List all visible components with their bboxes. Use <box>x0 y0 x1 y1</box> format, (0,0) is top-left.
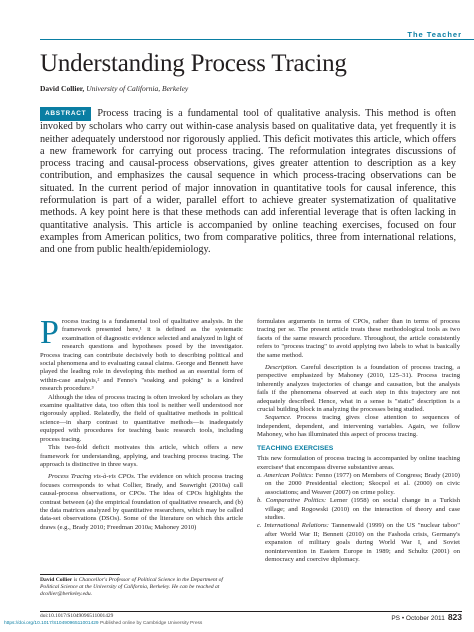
paragraph-lead: Description. <box>265 364 298 372</box>
section-tag: The Teacher <box>407 30 462 39</box>
abstract <box>40 107 456 257</box>
body-paragraph: Although the idea of process tracing is often invoked by scholars as they examine qualitative data, too often this tool is neither well understood nor rigorously applied. Relatedly, the field of qualitative methods in political science—in sharp contrast to quantitative methods—is inadequately equipped with procedures for teaching basic research tools, including process tracing. <box>40 393 243 443</box>
author-affiliation: University of California, Berkeley <box>86 84 189 93</box>
list-item-label: a. American Politics: <box>257 471 314 479</box>
body-paragraph: Process Tracing vis-à-vis CPOs. The evidence on which process tracing focuses corresponds to what Collier, Brady, and Seawright (2010a) call causal-process observations, or CPOs. The idea of CPOs highlights the contrast between (a) the empirical foundation of qualitative research, and (b) the data matrices analyzed by quantitative researchers, which may be called data-set observations (DSOs). Some of the literature on which this article draws (e.g., Brady 2010; Freedman 2010a; Mahoney 2010) <box>40 473 243 531</box>
published-text: Published online by Cambridge University Press <box>98 621 203 626</box>
list-item: a. American Politics: Fenno (1977) on Members of Congress; Brady (2010) on the 2000 Presidential election; Skocpol et al. (2000) on civic associations; and Weaver (2007) on crime policy. <box>257 471 460 496</box>
body-paragraph: Sequence. Process tracing gives close attention to sequences of independent, dependent, and intervening variables. Again, we follow Mahoney, who has illuminated this aspect of process tracing. <box>257 414 460 439</box>
doi: doi:10.1017/S1049096511001429 <box>40 613 114 619</box>
author-name: David Collier, <box>40 84 85 93</box>
intro-paragraph <box>40 314 243 394</box>
body-paragraph: This two-fold deficit motivates this article, which offers a new framework for understanding, applying, and teaching process tracing. The approach is distinctive in three ways. <box>40 444 243 468</box>
body-paragraph: formulates arguments in terms of CPOs, rather than in terms of process tracing per se. The present article treats these methodological tools as two facets of the same research procedure. Throughout, the article consistently refers to "process tracing" to avoid applying two labels to what is basically the same method. <box>257 318 460 359</box>
right-column <box>257 318 460 564</box>
list-item: c. International Relations: Tannenwald (1999) on the US "nuclear taboo" after World War II; Bennett (2010) on the Fashoda crisis, Germany's expansion of military goals during World War I, and Soviet nonintervention in Eastern Europe in 1989; and Schultz (2001) on democracy and coercive diplomacy. <box>257 522 460 563</box>
journal-header <box>0 0 474 40</box>
journal-issue: PS • October 2011 <box>391 615 445 622</box>
doi-link[interactable]: https://doi.org/10.1017/S1049096511001429 <box>4 621 99 626</box>
intro-text: rocess tracing is a fundamental tool of qualitative analysis. In the framework presented here,¹ it is defined as the systematic examination of diagnostic evidence selected and analyzed in light of research questions and hypotheses posed by the investigator. Process tracing can contribute decisively both to describing political and social phenomena and to evaluating causal claims. George and Bennett have played the leading role in developing this method as an essential form of within-case analysis,² and Fenno's "soaking and poking" is a kindred research procedure.³ <box>40 318 243 393</box>
left-column <box>40 314 243 532</box>
footnote-text: is Chancellor's Professor of Political Science in the Department of Political Science at the University of California, Berkeley. He can be reached at dcollier@berkeley.edu. <box>40 577 223 597</box>
footnote-rule <box>40 574 120 575</box>
paragraph-lead: Process Tracing vis-à-vis CPOs. <box>48 473 136 481</box>
header-rule <box>40 39 474 40</box>
body-paragraph: This new formulation of process tracing is accompanied by online teaching exercises⁴ that encompass diverse substantive areas. <box>257 455 460 471</box>
author-footnote <box>40 577 243 598</box>
paragraph-lead: Sequence. <box>265 414 292 422</box>
page-number: 823 <box>447 612 462 622</box>
abstract-text: Process tracing is a fundamental tool of qualitative analysis. This method is often invoked by scholars who carry out within-case analysis based on qualitative data, yet frequently it is neither adequately understood nor rigorously applied. This deficit motivates this article, which offers a new framework for carrying out process tracing. The reformulation integrates discussions of process tracing and causal-process observations, gives greater attention to description as a key contribution, and emphasizes the causal sequence in which process-tracing observations can be situated. In the current period of major innovation in quantitative tools for causal inference, this reformulation is part of a wider, parallel effort to achieve greater systematization of qualitative methods. A key point here is that these methods can add inferential leverage that is often lacking in quantitative analysis. This article is accompanied by online teaching exercises, focused on four examples from American politics, two from comparative politics, three from international relations, and one from public health/epidemiology. <box>40 108 456 256</box>
list-item: b. Comparative Politics: Lerner (1958) on social change in a Turkish village; and Rogowski (2010) on the interaction of theory and case studies. <box>257 497 460 521</box>
body-paragraph: Description. Careful description is a foundation of process tracing, a perspective emphasized by Mahoney (2010, 125–31). Process tracing inherently analyzes trajectories of change and causation, but the analysis fails if the phenomena observed at each step in this trajectory are not adequately described. Hence, what in a sense is "static" description is a crucial building block in analyzing the processes being studied. <box>257 364 460 414</box>
article-title: Understanding Process Tracing <box>40 50 347 77</box>
list-item-label: c. International Relations: <box>257 522 329 530</box>
list-item-label: b. Comparative Politics: <box>257 497 327 505</box>
abstract-badge: ABSTRACT <box>40 107 91 121</box>
published-notice <box>0 621 474 626</box>
author-line <box>40 84 188 93</box>
dropcap: P <box>40 314 59 351</box>
footnote-name: David Collier <box>40 577 73 583</box>
section-heading: TEACHING EXERCISES <box>257 444 334 452</box>
